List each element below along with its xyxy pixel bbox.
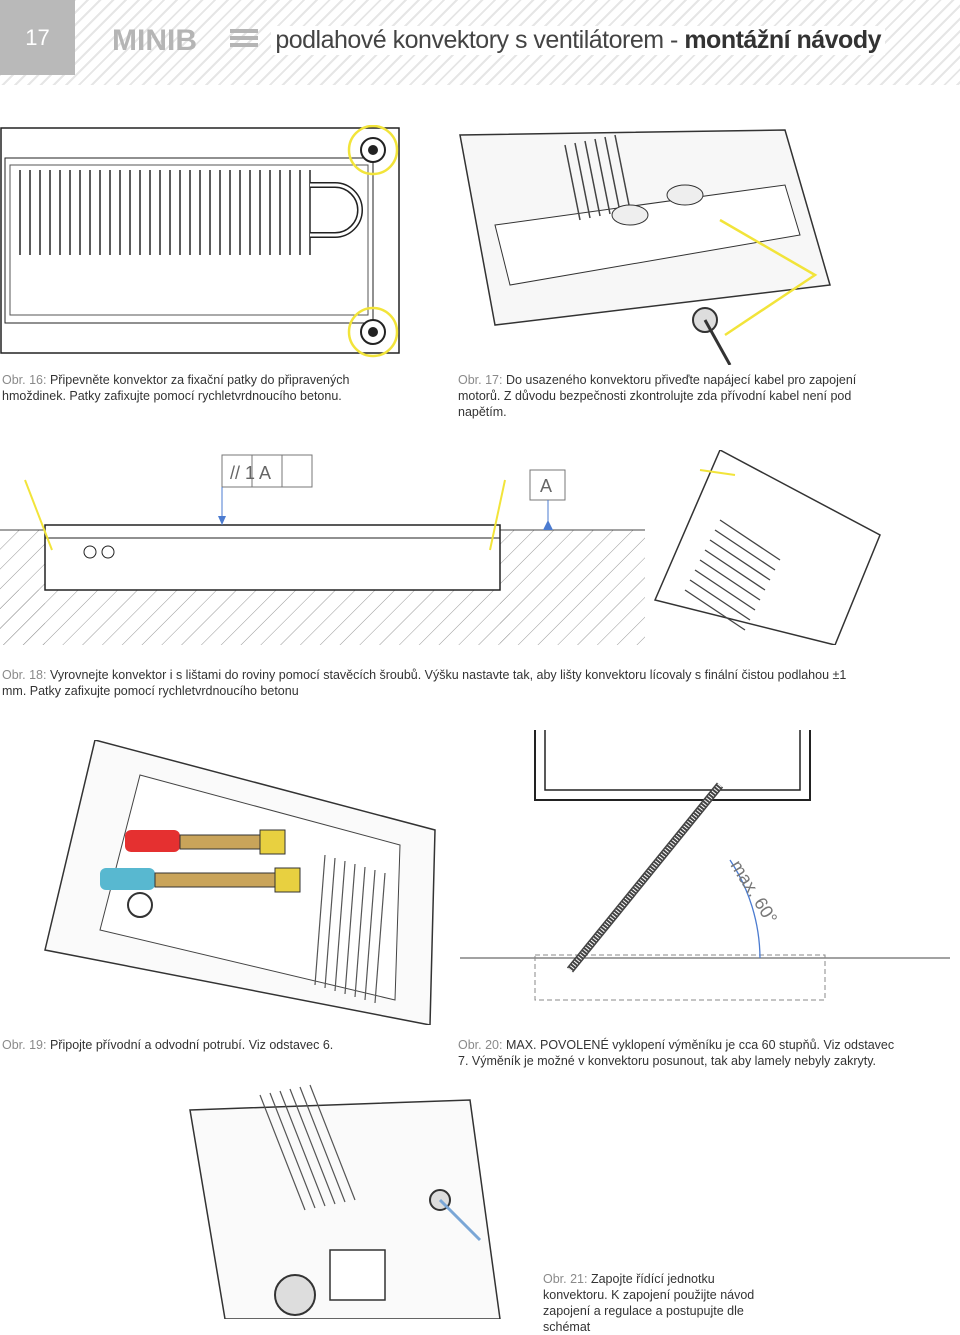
page-header: [0, 0, 960, 85]
caption-19-text: Připojte přívodní a odvodní potrubí. Viz odstavec 6.: [49, 1038, 334, 1052]
caption-16: [2, 372, 402, 404]
caption-21-text: Zapojte řídící jednotku konvektoru. K zapojení použijte návod zapojení a regulace a postupujte dle schémat: [543, 1272, 755, 1334]
figure-16-top-view: [0, 125, 405, 360]
caption-21: [543, 1271, 773, 1335]
figure-20-tilt: [460, 730, 950, 1010]
caption-16-text: Připevněte konvektor za fixační patky do připravených hmoždinek. Patky zafixujte pomocí rychletvrdnoucího betonu.: [2, 373, 350, 403]
caption-17-number: Obr. 17:: [458, 373, 503, 387]
datum-label: A: [540, 476, 553, 496]
figure-18-leveling: [0, 450, 960, 645]
caption-19: [2, 1037, 432, 1053]
document-title: [271, 26, 885, 55]
caption-18-text: Vyrovnejte konvektor i s lištami do roviny pomocí stavěcích šroubů. Výšku nastavte tak, aby lišty konvektoru lícovaly s finální čistou podlahou ±1 mm. Patky zafixujte pomocí rychletvrdnoucího betonu: [2, 668, 847, 698]
brand-logo: [112, 24, 262, 54]
caption-21-number: Obr. 21:: [543, 1272, 588, 1286]
figure-17-power-cable: [455, 125, 835, 365]
figure-21-control-unit: [180, 1080, 510, 1319]
brand-logo-text: MINIB: [112, 24, 197, 54]
tolerance-frame-label: // 1 A: [230, 463, 272, 483]
caption-20: [458, 1037, 898, 1069]
caption-20-number: Obr. 20:: [458, 1038, 503, 1052]
caption-18-number: Obr. 18:: [2, 668, 47, 682]
figure-19-pipes: [40, 740, 440, 1025]
tilt-angle-label: max. 60°: [726, 856, 782, 928]
caption-17: [458, 372, 898, 420]
document-title-main: podlahové konvektory s ventilátorem -: [275, 26, 685, 54]
caption-18: [2, 667, 862, 699]
caption-20-text: MAX. POVOLENÉ vyklopení výměníku je cca 60 stupňů. Viz odstavec 7. Výměník je možné v konvektoru posunout, tak aby lamely nebyly zakryty.: [458, 1038, 895, 1068]
document-title-bold: montážní návody: [684, 26, 881, 54]
page-number: 17: [0, 0, 75, 75]
caption-17-text: Do usazeného konvektoru přiveďte napájecí kabel pro zapojení motorů. Z důvodu bezpečnosti zkontrolujte zda přívodní kabel není pod napětím.: [458, 373, 857, 419]
caption-16-number: Obr. 16:: [2, 373, 47, 387]
caption-19-number: Obr. 19:: [2, 1038, 47, 1052]
